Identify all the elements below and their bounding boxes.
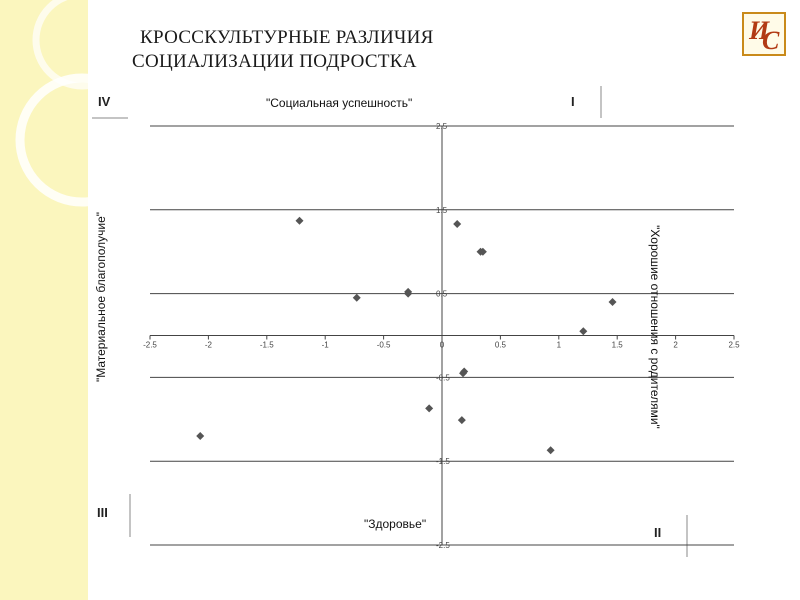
title-line-2: СОЦИАЛИЗАЦИИ ПОДРОСТКА: [132, 51, 417, 72]
quadrant-label-i: I: [571, 94, 575, 109]
x-tick-label: 1.5: [611, 340, 623, 350]
data-point: [458, 416, 466, 424]
y-tick-label: 2.5: [436, 122, 448, 131]
data-point: [196, 432, 204, 440]
logo-letter-1: И: [749, 16, 770, 45]
quadrant-label-ii: II: [654, 525, 662, 540]
quadrant-label-iii: III: [97, 505, 108, 520]
left-axis-title: "Материальное благополучие": [94, 211, 108, 383]
x-tick-label: 1: [556, 340, 562, 350]
x-tick-label: -2.5: [143, 340, 157, 350]
y-tick-label: -0.5: [436, 373, 450, 383]
x-tick-label: -0.5: [376, 340, 391, 350]
data-point: [353, 294, 361, 302]
right-axis-title: "Хорошие отношения с родителями": [648, 225, 662, 429]
data-point: [609, 298, 617, 306]
data-point: [425, 404, 433, 412]
x-tick-label: -2: [204, 340, 212, 350]
data-point: [547, 446, 555, 454]
x-tick-label: 0: [439, 340, 445, 350]
chart-axes: [150, 126, 734, 545]
x-tick-label: 2.5: [728, 340, 740, 350]
bottom-axis-title: "Здоровье": [364, 517, 427, 531]
data-point: [296, 217, 304, 225]
y-tick-label: -2.5: [436, 541, 450, 550]
x-tick-label: -1.5: [259, 340, 274, 350]
data-point: [579, 327, 587, 335]
quadrant-frame-lines: [92, 86, 687, 557]
y-tick-label: 1.5: [436, 205, 448, 215]
top-axis-title: "Социальная успешность": [266, 96, 413, 110]
y-tick-label: 0.5: [436, 289, 448, 299]
data-point: [453, 220, 461, 228]
logo-letter-2: С: [762, 26, 780, 55]
x-tick-label: -1: [321, 340, 329, 350]
y-tick-label: -1.5: [436, 457, 450, 467]
title-line-1: КРОССКУЛЬТУРНЫЕ РАЗЛИЧИЯ: [140, 27, 434, 48]
quadrant-label-iv: IV: [98, 94, 111, 109]
x-tick-label: 0.5: [494, 340, 506, 350]
x-tick-label: 2: [673, 340, 678, 350]
